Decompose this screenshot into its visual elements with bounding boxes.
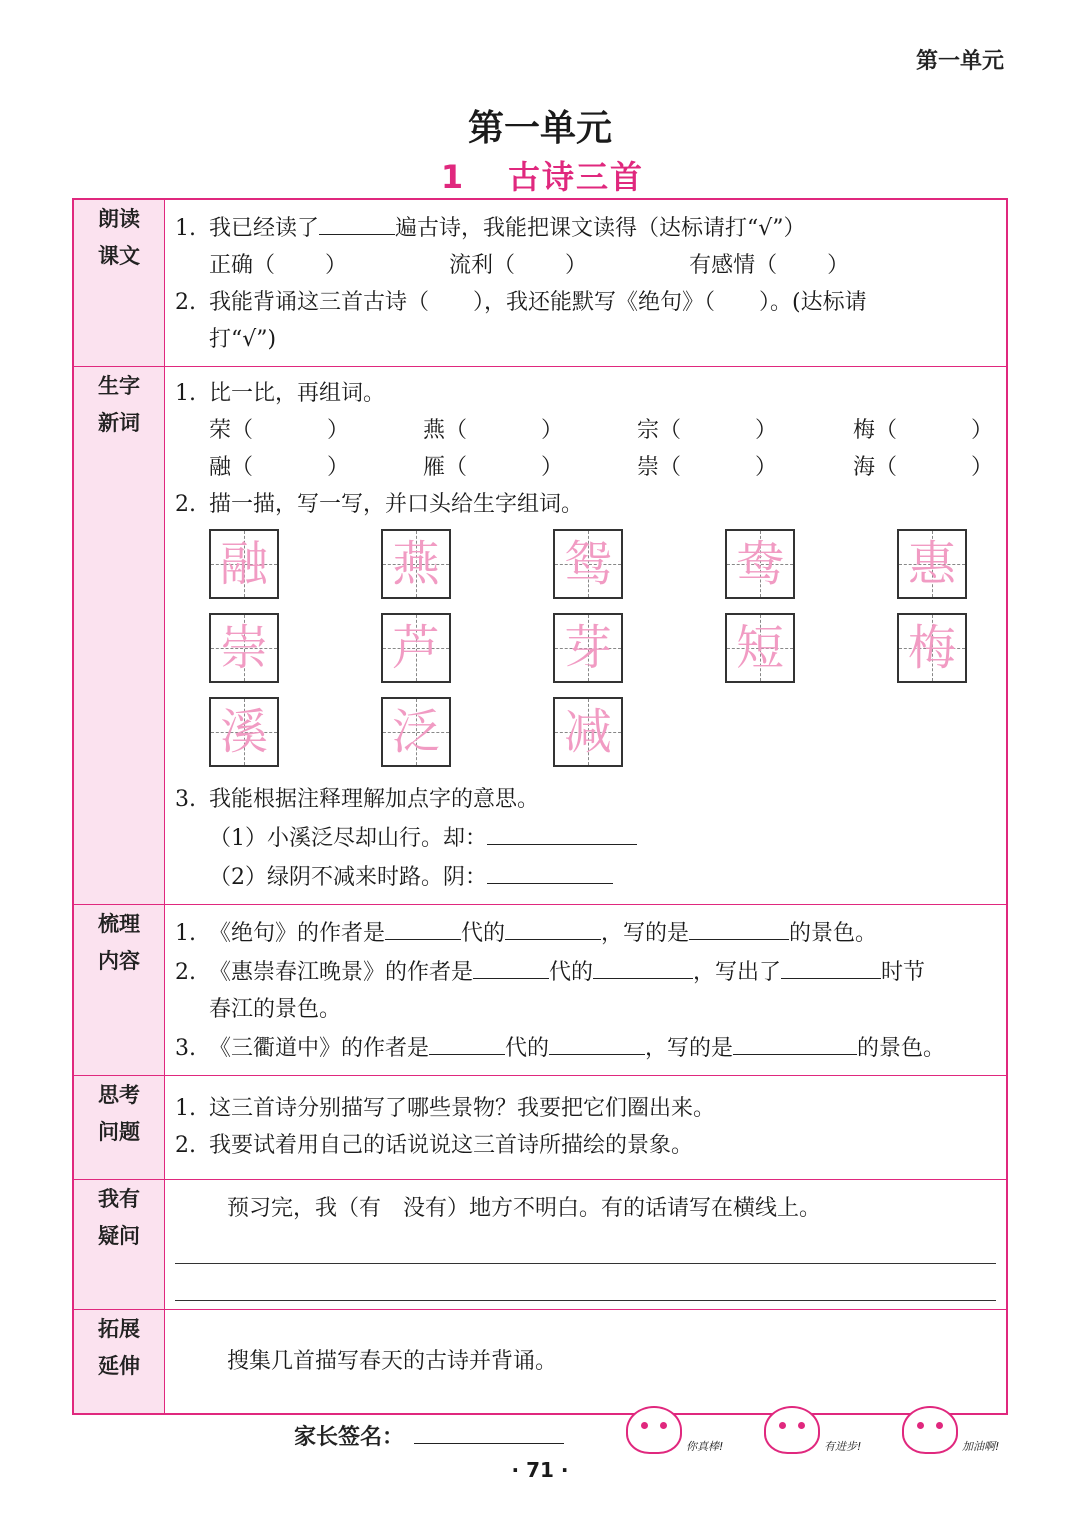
tracing-box[interactable] — [381, 697, 451, 767]
thinking-q1 — [175, 1090, 996, 1127]
q-text: 的景色。 — [789, 921, 878, 946]
compare-item[interactable]: 梅（ ） — [853, 418, 994, 443]
section-label-thinking — [73, 1076, 165, 1180]
trace-char: 鸳 — [563, 536, 612, 592]
section-content-summary — [165, 905, 1008, 1076]
parent-signature — [294, 1420, 564, 1451]
sticker-keep-going[interactable] — [902, 1398, 999, 1454]
season-blank[interactable] — [781, 952, 881, 979]
trace-char: 崇 — [219, 620, 268, 676]
section-label-questions — [73, 1180, 165, 1310]
compare-item[interactable]: 雁（ ） — [423, 455, 564, 480]
char-grid-row-1 — [175, 529, 996, 599]
signature-label: 家长签名： — [294, 1425, 405, 1450]
section-label-reading — [73, 199, 165, 367]
thinking-q2 — [175, 1127, 996, 1164]
paren-close: ） — [827, 253, 850, 278]
q-text: 代的 — [461, 921, 506, 946]
compare-item[interactable]: 燕（ ） — [423, 418, 564, 443]
label-line-2: 课文 — [98, 244, 140, 268]
q-text: 遍古诗，我能把课文读得（达标请打“√”） — [395, 216, 806, 241]
q-text: 比一比，再组词。 — [209, 381, 386, 406]
q-text: 我已经读了 — [209, 216, 320, 241]
tracing-box[interactable] — [897, 613, 967, 683]
q-text: 我能根据注释理解加点字的意思。 — [209, 787, 540, 812]
summary-q3 — [175, 1028, 996, 1067]
trace-char: 芦 — [391, 620, 440, 676]
question-number: 2. — [175, 1133, 196, 1158]
trace-char: 泛 — [391, 704, 440, 760]
paren-close: ） — [565, 253, 588, 278]
option-fluent: 流利（ — [449, 253, 516, 278]
compare-row-2 — [175, 449, 996, 486]
section-label-extension — [73, 1310, 165, 1414]
q-text: 我要试着用自己的话说说这三首诗所描绘的景象。 — [209, 1133, 694, 1158]
vocab-q2 — [175, 486, 996, 523]
tracing-box[interactable] — [553, 529, 623, 599]
scene-blank[interactable] — [733, 1028, 857, 1055]
char-grid-row-2 — [175, 613, 996, 683]
label-line-2: 疑问 — [98, 1224, 140, 1248]
section-summary — [73, 905, 1007, 1076]
answer-blank[interactable] — [487, 818, 637, 845]
label-line-1: 生字 — [98, 374, 140, 398]
section-thinking — [73, 1076, 1007, 1180]
question-number: 3. — [175, 1036, 196, 1061]
tracing-box[interactable] — [209, 613, 279, 683]
answer-blank[interactable] — [487, 857, 613, 884]
compare-item[interactable]: 荣（ ） — [209, 418, 350, 443]
trace-char: 融 — [219, 536, 268, 592]
poet-blank[interactable] — [505, 913, 601, 940]
q-text: 我能背诵这三首古诗（ — [209, 290, 430, 315]
tracing-box[interactable] — [553, 613, 623, 683]
tracing-box[interactable] — [553, 697, 623, 767]
dynasty-blank[interactable] — [429, 1028, 505, 1055]
trace-char: 梅 — [907, 620, 956, 676]
q-text: 描一描，写一写，并口头给生字组词。 — [209, 492, 584, 517]
write-line[interactable] — [175, 1227, 996, 1264]
char-grid-row-3 — [175, 697, 996, 767]
q-text: 代的 — [549, 960, 594, 985]
compare-item[interactable]: 宗（ ） — [637, 418, 778, 443]
lesson-title — [0, 152, 1080, 198]
label-line-1: 思考 — [98, 1083, 140, 1107]
lesson-name: 古诗三首 — [507, 158, 644, 196]
label-line-1: 我有 — [98, 1187, 140, 1211]
q-text: （2）绿阴不减来时路。阴： — [209, 865, 487, 890]
sticker-caption: 有进步! — [824, 1440, 862, 1453]
section-content-vocab — [165, 367, 1008, 905]
cat-face-icon — [626, 1406, 682, 1454]
section-label-vocab — [73, 367, 165, 905]
section-vocab — [73, 367, 1007, 905]
section-content-extension — [165, 1310, 1008, 1414]
trace-char: 短 — [735, 620, 784, 676]
vocab-q1 — [175, 375, 996, 412]
poet-blank[interactable] — [593, 952, 693, 979]
label-line-1: 拓展 — [98, 1317, 140, 1341]
tracing-box[interactable] — [725, 613, 795, 683]
trace-char: 溪 — [219, 704, 268, 760]
sticker-progress[interactable] — [764, 1398, 861, 1454]
sticker-caption: 加油啊! — [962, 1440, 1000, 1453]
compare-row-1 — [175, 412, 996, 449]
option-correct: 正确（ — [209, 253, 276, 278]
reading-options — [175, 247, 996, 284]
sticker-great[interactable] — [626, 1398, 723, 1454]
q-text: ，写的是 — [601, 921, 690, 946]
q-text: 《绝句》的作者是 — [209, 921, 386, 946]
reading-q1 — [175, 208, 996, 247]
poet-blank[interactable] — [549, 1028, 645, 1055]
trace-char: 燕 — [391, 536, 440, 592]
dynasty-blank[interactable] — [385, 913, 461, 940]
q-text: 这三首诗分别描写了哪些景物？我要把它们圈出来。 — [209, 1096, 716, 1121]
cat-face-icon — [902, 1406, 958, 1454]
label-line-1: 梳理 — [98, 912, 140, 936]
section-content-reading — [165, 199, 1008, 367]
paren-close: ） — [325, 253, 348, 278]
question-number: 3. — [175, 787, 196, 812]
header-unit-label: 第一单元 — [915, 49, 1004, 74]
tracing-box[interactable] — [725, 529, 795, 599]
trace-char: 鸯 — [735, 536, 784, 592]
compare-item[interactable]: 崇（ ） — [637, 455, 778, 480]
question-number: 2. — [175, 960, 196, 985]
trace-char: 减 — [563, 704, 612, 760]
summary-q1 — [175, 913, 996, 952]
label-line-2: 新词 — [98, 411, 140, 435]
vocab-q3-sub1 — [175, 818, 996, 857]
trace-char: 芽 — [563, 620, 612, 676]
summary-q2 — [175, 952, 996, 991]
question-number: 1. — [175, 216, 196, 241]
reading-q2-cont: 打“√”) — [209, 327, 277, 352]
extension-task: 搜集几首描写春天的古诗并背诵。 — [227, 1348, 558, 1374]
label-line-2: 延伸 — [98, 1354, 140, 1378]
page-title: 第一单元 — [467, 108, 612, 149]
lesson-number: 1 — [440, 158, 466, 196]
vocab-q3 — [175, 781, 996, 818]
q-text: 的景色。 — [857, 1036, 946, 1061]
option-expressive: 有感情（ — [689, 253, 778, 278]
label-line-2: 内容 — [98, 949, 140, 973]
tracing-box[interactable] — [209, 529, 279, 599]
label-line-1: 朗读 — [98, 207, 140, 231]
summary-q2-cont: 春江的景色。 — [209, 997, 342, 1022]
tracing-box[interactable] — [897, 529, 967, 599]
question-number: 1. — [175, 381, 196, 406]
tracing-box[interactable] — [381, 529, 451, 599]
section-questions — [73, 1180, 1007, 1310]
label-line-2: 问题 — [98, 1120, 140, 1144]
dynasty-blank[interactable] — [473, 952, 549, 979]
compare-item[interactable]: 融（ ） — [209, 455, 350, 480]
read-count-blank[interactable] — [319, 208, 395, 235]
compare-item[interactable]: 海（ ） — [853, 455, 994, 480]
trace-char: 惠 — [907, 536, 956, 592]
question-number: 1. — [175, 1096, 196, 1121]
q-text: ）。(达标请 — [759, 290, 867, 315]
page-number: · 71 · — [511, 1458, 569, 1482]
question-number: 1. — [175, 921, 196, 946]
section-label-summary — [73, 905, 165, 1076]
cat-face-icon — [764, 1406, 820, 1454]
questions-prompt: 预习完，我（有 没有）地方不明白。有的话请写在横线上。 — [227, 1196, 822, 1221]
q-text: 《惠崇春江晚景》的作者是 — [209, 960, 474, 985]
tracing-box[interactable] — [209, 697, 279, 767]
q-text: 时节 — [881, 960, 926, 985]
vocab-q3-sub2 — [175, 857, 996, 896]
section-content-questions — [165, 1180, 1008, 1310]
q-text: 《三衢道中》的作者是 — [209, 1036, 430, 1061]
reading-q2 — [175, 284, 996, 321]
q-text: 代的 — [505, 1036, 550, 1061]
signature-blank[interactable] — [414, 1423, 564, 1444]
q-text: ），我还能默写《绝句》（ — [473, 290, 716, 315]
tracing-box[interactable] — [381, 613, 451, 683]
section-extension — [73, 1310, 1007, 1414]
q-text: ，写的是 — [645, 1036, 734, 1061]
q-text: （1）小溪泛尽却山行。却： — [209, 826, 487, 851]
sticker-caption: 你真棒! — [686, 1440, 724, 1453]
section-content-thinking — [165, 1076, 1008, 1180]
q-text: ，写出了 — [693, 960, 782, 985]
preview-worksheet-table — [72, 198, 1008, 1415]
write-line[interactable] — [175, 1264, 996, 1301]
scene-blank[interactable] — [689, 913, 789, 940]
section-reading — [73, 199, 1007, 367]
question-number: 2. — [175, 492, 196, 517]
question-number: 2. — [175, 290, 196, 315]
